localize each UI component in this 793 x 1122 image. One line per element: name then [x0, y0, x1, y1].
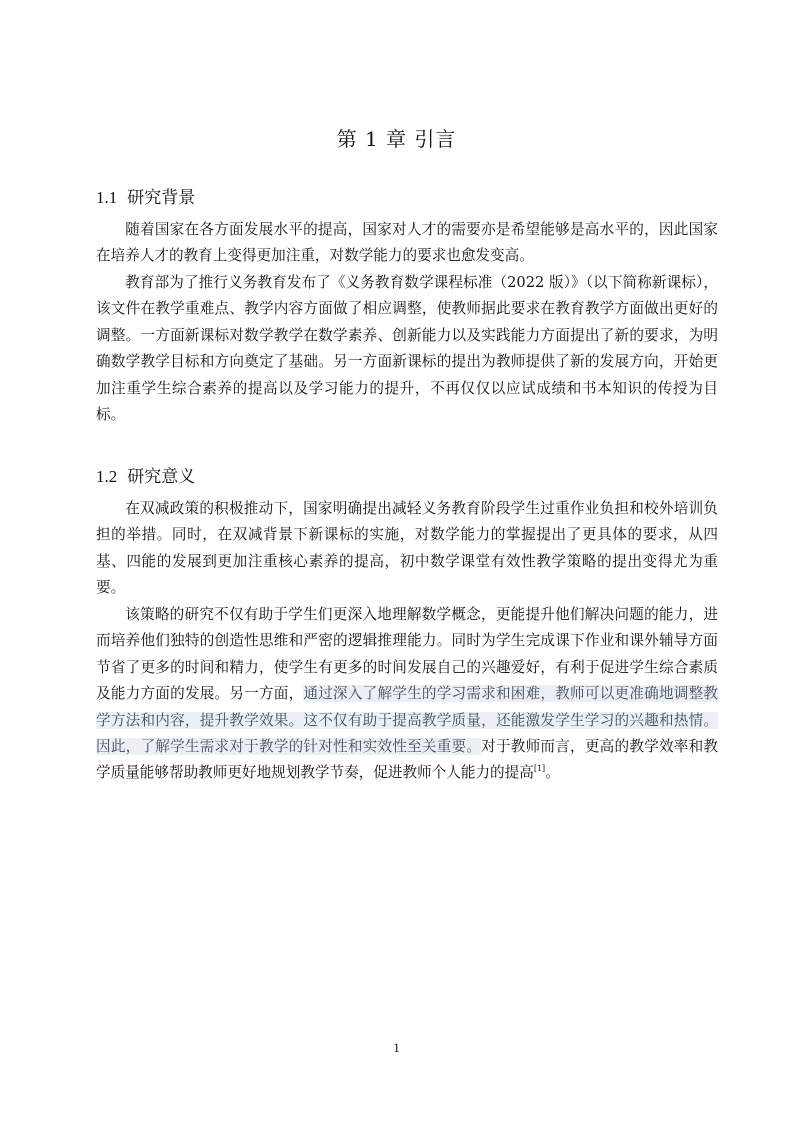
paragraph — [96, 602, 718, 787]
paragraph-text: 对于教师而言，更高的教学效率和教学质量能够帮助教师更好地规划教学节奏，促进教师个人能力的提高 — [96, 738, 718, 782]
chapter-title: 第 1 章 引言 — [336, 127, 457, 151]
section-title: 研究意义 — [127, 467, 196, 487]
paragraph-text: 。 — [545, 764, 560, 782]
paragraph: 教育部为了推行义务教育发布了《义务教育数学课程标准（2022 版）》（以下简称新课标），该文件在教学重难点、教学内容方面做了相应调整，使教师据此要求在教育教学方面做出更好的调整。一方面新课标对数学教学在数学素养、创新能力以及实践能力方面提出了新的要求，为明确数学教学目标和方向奠定了基础。另一方面新课标的提出为教师提供了新的发展方向，开始更加注重学生综合素养的提高以及学习能力的提升，不再仅仅以应试成绩和书本知识的传授为目标。 — [96, 274, 718, 424]
page-number: 1 — [393, 1040, 400, 1055]
section-heading-1-1 — [96, 183, 195, 208]
section-heading-1-2 — [96, 462, 195, 487]
section-number: 1.1 — [96, 188, 118, 207]
highlighted-text[interactable]: 通过深入了解学生的学习需求和困难，教师可以更准确地调整教学方法和内容，提升教学效果。这不仅有助于提高教学质量，还能激发学生学习的兴趣和热情。因此，了解学生需求对于教学的针对性和实效性至关重要。 — [96, 685, 718, 756]
paragraph: 在双减政策的积极推动下，国家明确提出减轻义务教育阶段学生过重作业负担和校外培训负担的举措。同时，在双减背景下新课标的实施，对数学能力的掌握提出了更具体的要求，从四基、四能的发展到更加注重核心素养的提高，初中数学课堂有效性教学策略的提出变得尤为重要。 — [96, 500, 718, 597]
citation-reference[interactable]: [1] — [533, 764, 546, 774]
section-number: 1.2 — [96, 467, 118, 486]
section-title: 研究背景 — [127, 188, 196, 208]
paragraph-text: 该策略的研究不仅有助于学生们更深入地理解数学概念，更能提升他们解决问题的能力，进而培养他们独特的创造性思维和严密的逻辑推理能力。同时为学生完成课下作业和课外辅导方面节省了更多的时间和精力，使学生有更多的时间发展自己的兴趣爱好，有利于促进学生综合素质及能力方面的发展。另一方面， — [96, 606, 718, 703]
paragraph: 随着国家在各方面发展水平的提高，国家对人才的需要亦是希望能够是高水平的，因此国家在培养人才的教育上变得更加注重，对数学能力的要求也愈发变高。 — [96, 221, 718, 265]
